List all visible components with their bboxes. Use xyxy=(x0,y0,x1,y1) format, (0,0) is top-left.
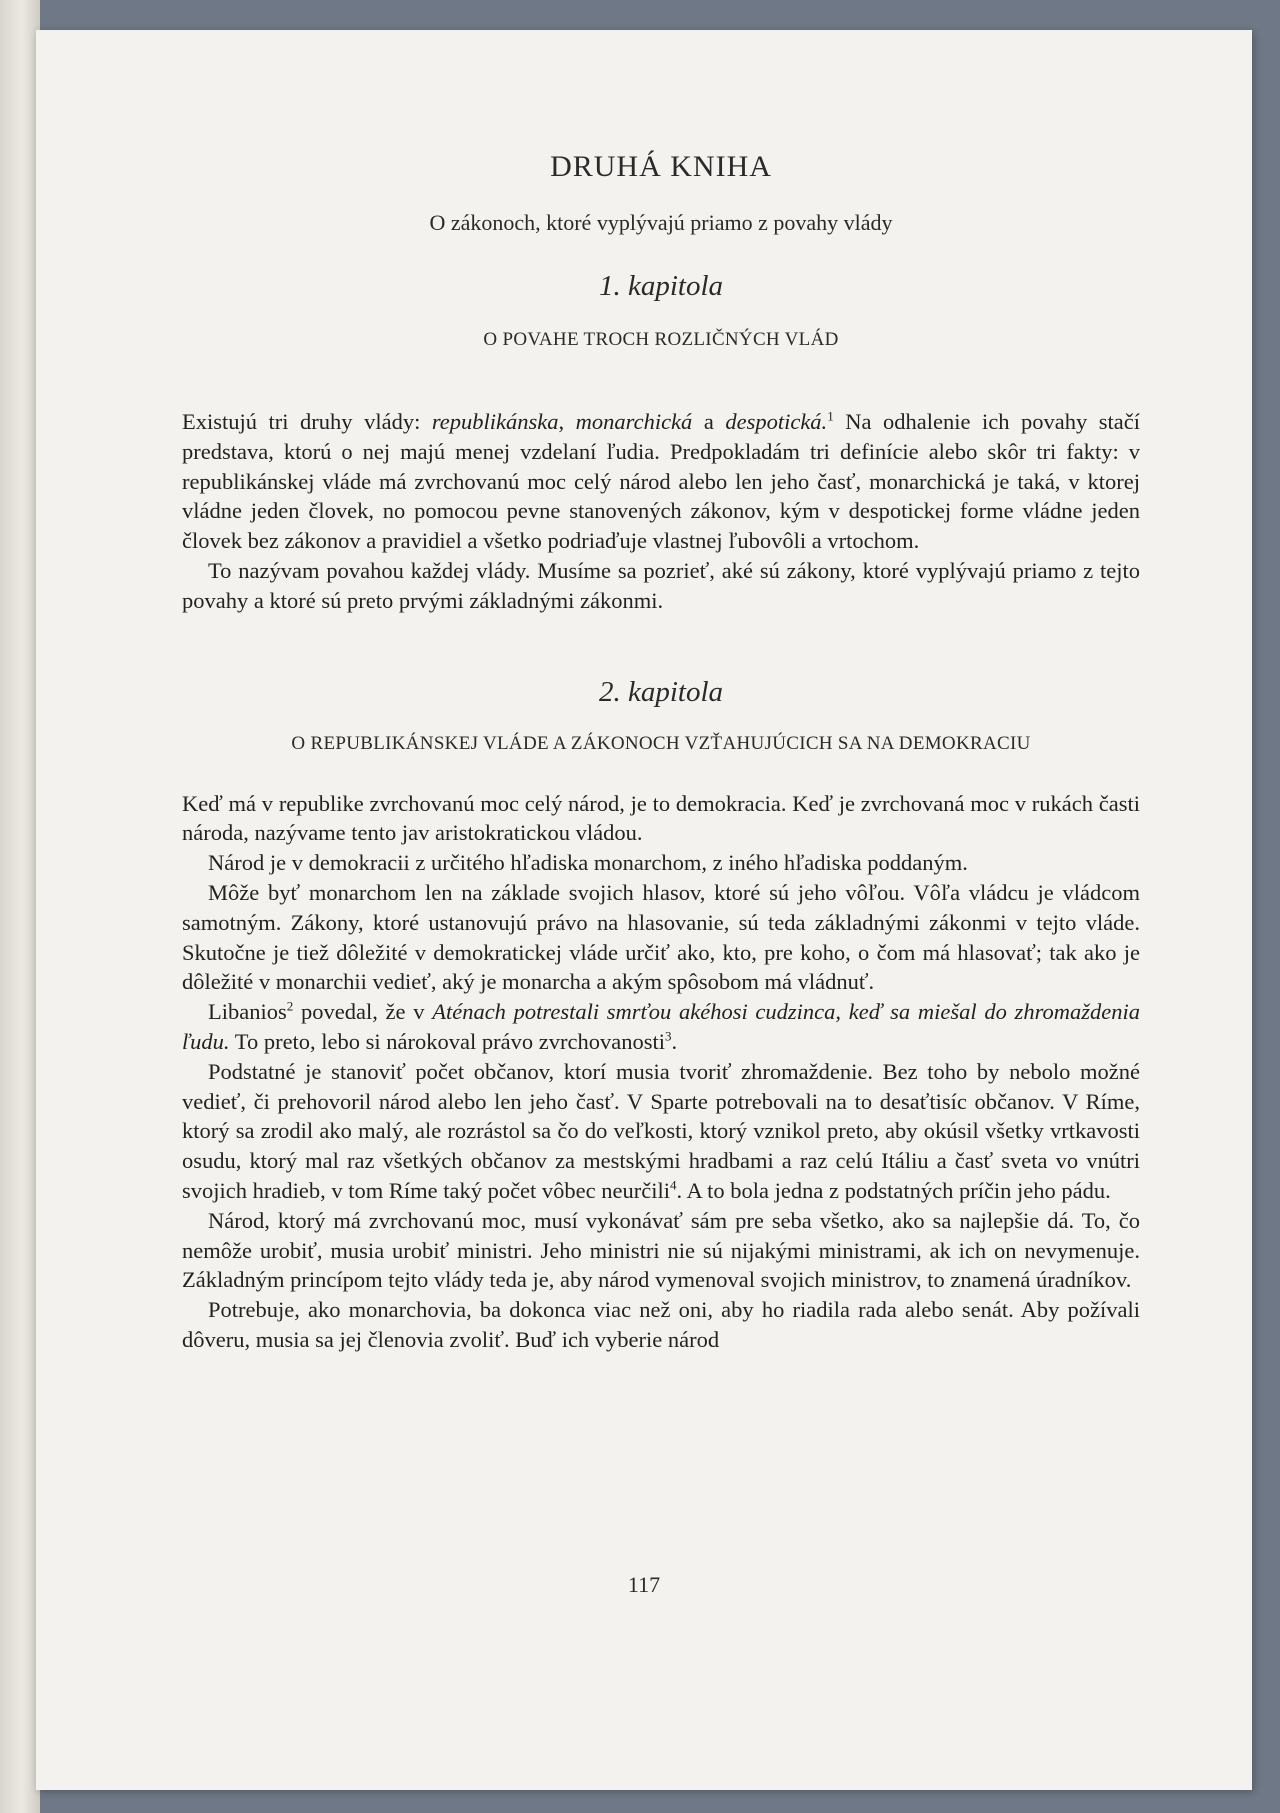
chapter-1-title: 1. kapitola xyxy=(598,270,724,302)
paragraph: Podstatné je stanoviť počet občanov, ktorí musia tvoriť zhromaždenie. Bez toho by nebolo možné vedieť, či prehovoril národ alebo len jeho časť. V Sparte potrebovali na to desaťtisíc občanov. V Ríme, ktorý sa zrodil ako malý, ale rozrástol sa čo do veľkosti, ktorý vznikol preto, aby okúsil všetky vrtkavosti osudu, ktorý mal raz všetkých občanov za mestskými hradbami a raz celú Itáliu a časť sveta vo vnútri svojich hradieb, v tom Ríme taký počet vôbec neurčili$^4$. A to bola jedna z podstatných príčin jeho pádu. xyxy=(182,1058,1140,1203)
book-subtitle: O zákonoch, ktoré vyplývajú priamo z povahy vlády xyxy=(429,210,893,235)
paragraph: Existujú tri druhy vlády: republikánska, monarchická a despotická.$^1$ Na odhalenie ich povahy stačí predstava, ktorú o nej majú menej vzdelaní ľudia. Predpokladám tri definície alebo skôr tri fakty: v republikánskej vláde má zvrchovanú moc celý národ alebo len jeho časť, monarchická je taká, v ktorej vládne jeden človek, no pomocou pevne stanovených zákonov, kým v despotickej forme vládne jeden človek bez zákonov a pravidiel a všetko podriaďuje vlastnej ľubovôli a vrtochom. xyxy=(182,408,1140,554)
chapter-2-heading: O REPUBLIKÁNSKEJ VLÁDE A ZÁKONOCH VZŤAHUJÚCICH SA NA DEMOKRACIU xyxy=(291,732,1031,754)
chapter-1-heading: O POVAHE TROCH ROZLIČNÝCH VLÁD xyxy=(483,329,839,350)
book-page xyxy=(36,30,1252,1790)
footnote-ref: 3 xyxy=(664,1028,672,1044)
book-title: DRUHÁ KNIHA xyxy=(550,150,772,183)
paragraph: To nazývam povahou každej vlády. Musíme sa pozrieť, aké sú zákony, ktoré vyplývajú priamo z tejto povahy a ktoré sú preto prvými základnými zákonmi. xyxy=(182,557,1140,613)
paragraph: Môže byť monarchom len na základe svojich hlasov, ktoré sú jeho vôľou. Vôľa vládcu je vládcom samotným. Zákony, ktoré ustanovujú právo na hlasovanie, sú teda základnými zákonmi v tejto vláde. Skutočne je tiež dôležité v demokratickej vláde určiť ako, kto, pre koho, o čom má hlasovať; tak ako je dôležité v monarchii vedieť, aký je monarcha a akým spôsobom má vládnuť. xyxy=(182,879,1140,995)
paragraph: Národ, ktorý má zvrchovanú moc, musí vykonávať sám pre seba všetko, ako sa najlepšie dá. To, čo nemôže urobiť, musia urobiť ministri. Jeho ministri nie sú nijakými ministrami, ak ich on nevymenuje. Základným princípom tejto vlády teda je, aby národ vymenoval svojich ministrov, to znamená úradníkov. xyxy=(182,1207,1140,1293)
paragraph: Keď má v republike zvrchovanú moc celý národ, je to demokracia. Keď je zvrchovaná moc v rukách časti národa, nazývame tento jav aristokratickou vládou. xyxy=(182,790,1140,846)
footnote-ref: 4 xyxy=(670,1177,677,1193)
paragraph: Národ je v demokracii z určitého hľadiska monarchom, z iného hľadiska poddaným. xyxy=(208,850,968,876)
footnote-ref: 1 xyxy=(827,408,834,424)
paragraph: Libanios$^2$ povedal, že v Aténach potrestali smrťou akéhosi cudzinca, keď sa miešal do zhromaždenia ľudu. To preto, lebo si nárokoval právo zvrchovanosti$^3$. xyxy=(182,998,1140,1054)
chapter-2-body xyxy=(182,789,1140,1355)
page-content xyxy=(182,108,1140,1355)
chapter-2-title: 2. kapitola xyxy=(598,675,724,708)
left-page-edge xyxy=(0,0,40,1813)
chapter-1-body xyxy=(182,407,1140,616)
footnote-ref: 2 xyxy=(286,998,294,1014)
page-number: 117 xyxy=(627,1572,661,1597)
paragraph: Potrebuje, ako monarchovia, ba dokonca viac než oni, aby ho riadila rada alebo senát. Aby požívali dôveru, musia sa jej členovia zvoliť. Buď ich vyberie národ xyxy=(182,1297,1140,1352)
